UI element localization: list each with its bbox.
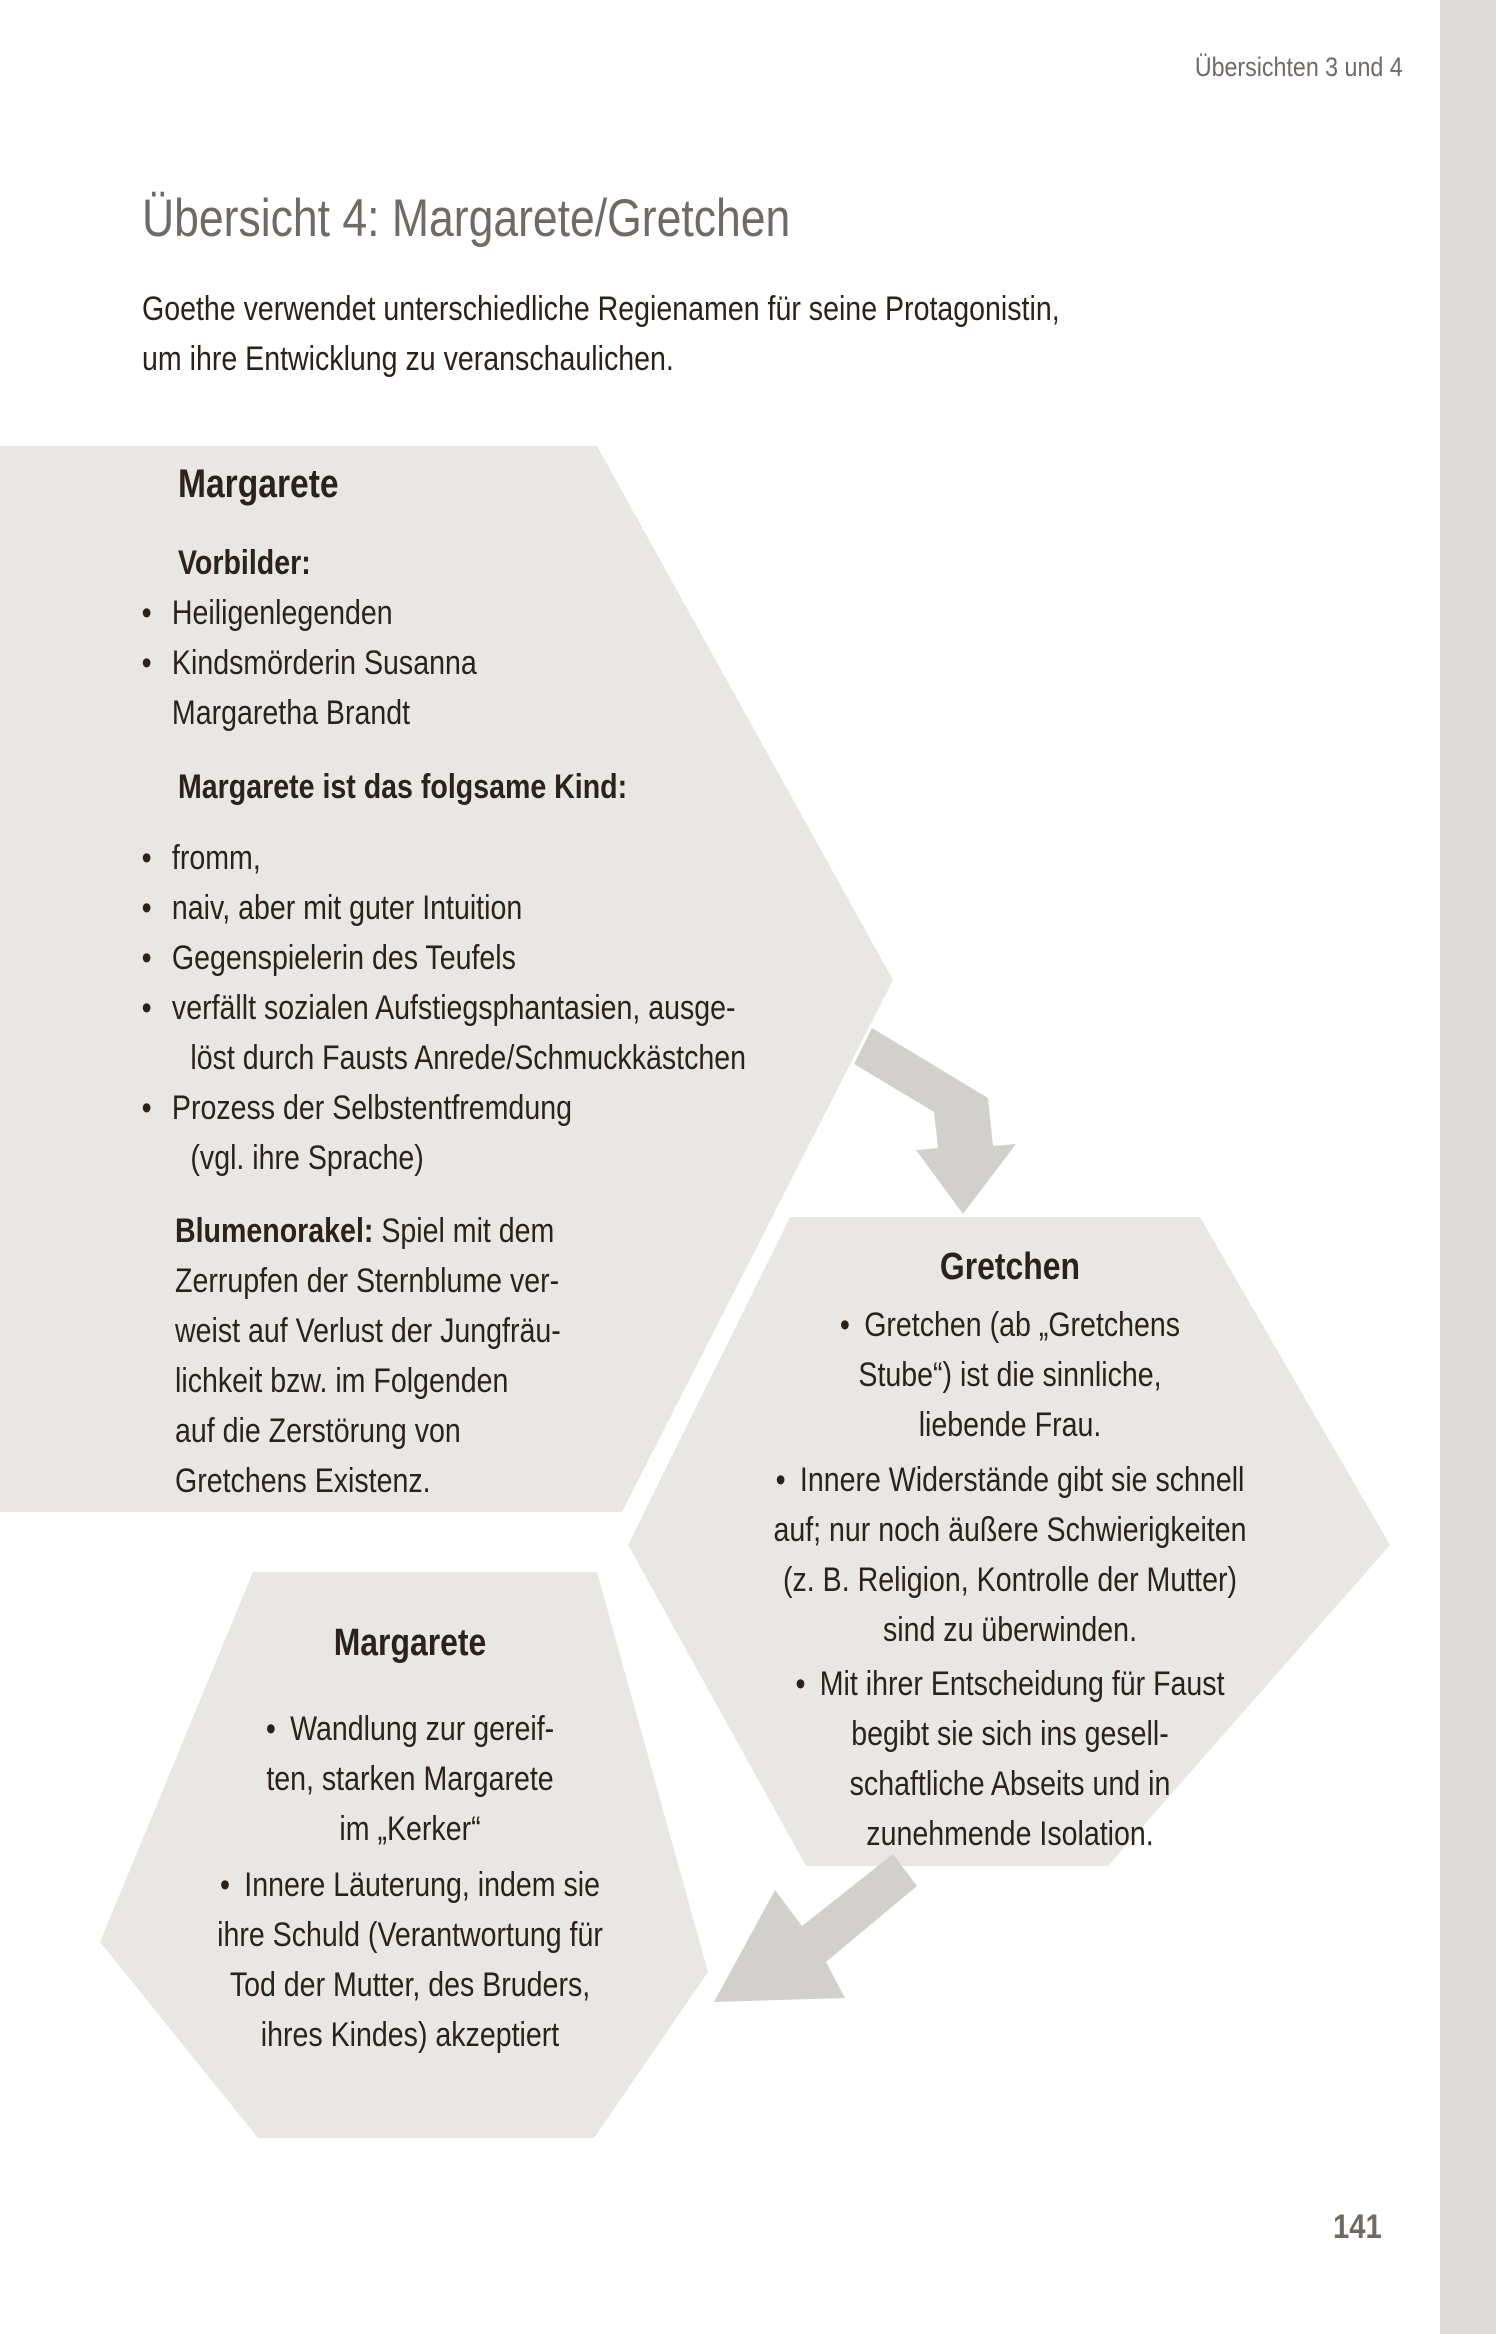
text-line: Tod der Mutter, des Bruders, — [229, 1966, 591, 2004]
text-line: zunehmende Isolation. — [866, 1815, 1154, 1853]
text-line: weist auf Verlust der Jungfräu- — [175, 1312, 561, 1350]
intro-line: Goethe verwendet unterschiedliche Regienamen für seine Protagonistin, — [142, 290, 1060, 328]
text-line: ten, starken Margarete — [266, 1760, 554, 1798]
text-line: (z. B. Religion, Kontrolle der Mutter) — [783, 1561, 1237, 1599]
text-line: • Mit ihrer Entscheidung für Faust — [750, 1659, 1271, 1709]
list-item-continuation: löst durch Fausts Anrede/Schmuckkästchen — [190, 1039, 747, 1077]
gretchen-bullet-3 — [750, 1659, 1271, 1859]
arrow-down-right-icon — [854, 1028, 1016, 1214]
folgsame-kind-list — [140, 833, 746, 1183]
text-line: • Innere Läuterung, indem sie — [166, 1860, 653, 1910]
text-line: ihres Kindes) akzeptiert — [260, 2016, 560, 2054]
page-number: 141 — [1333, 2208, 1382, 2246]
page-title: Übersicht 4: Margarete/Gretchen — [142, 189, 791, 248]
kerker-bullet-1 — [166, 1704, 653, 1854]
list-item: • Prozess der Selbstentfremdung — [140, 1083, 746, 1133]
text-line: auf; nur noch äußere Schwierigkeiten — [773, 1511, 1247, 1549]
margarete-heading: Margarete — [178, 462, 339, 506]
gretchen-heading: Gretchen — [939, 1246, 1081, 1288]
list-item: • Gegenspielerin des Teufels — [140, 933, 746, 983]
kerker-bullet-2 — [166, 1860, 653, 2060]
list-item-continuation: (vgl. ihre Sprache) — [190, 1139, 424, 1177]
list-item: • Kindsmörderin Susanna — [140, 638, 477, 688]
list-item: • naiv, aber mit guter Intuition — [140, 883, 746, 933]
gretchen-bullet-1 — [750, 1300, 1271, 1450]
text-line: im „Kerker“ — [339, 1810, 481, 1848]
text-line: sind zu überwinden. — [882, 1611, 1138, 1649]
text-line: liebende Frau. — [918, 1406, 1102, 1444]
page-edge-stripe — [1440, 0, 1496, 2334]
vorbilder-list — [140, 588, 477, 738]
text-line: Stube“) ist die sinnliche, — [858, 1356, 1162, 1394]
gretchen-box — [750, 1240, 1271, 1859]
arrow-down-left-icon — [714, 1854, 917, 2002]
text-line — [175, 1206, 561, 1256]
list-item-continuation: Margaretha Brandt — [171, 694, 411, 732]
folgsame-kind-subheading: Margarete ist das folgsame Kind: — [178, 768, 628, 806]
text-line: • Innere Widerstände gibt sie schnell — [750, 1455, 1271, 1505]
list-item: • fromm, — [140, 833, 746, 883]
blumenorakel-lead: Blumenorakel: — [175, 1212, 374, 1250]
text-line: Spiel mit dem — [373, 1212, 555, 1250]
text-line: lichkeit bzw. im Folgenden — [175, 1362, 509, 1400]
text-line: • Wandlung zur gereif- — [166, 1704, 653, 1754]
intro-line: um ihre Entwicklung zu veranschaulichen. — [142, 340, 674, 378]
margarete-kerker-heading: Margarete — [333, 1622, 487, 1664]
running-header: Übersichten 3 und 4 — [1195, 52, 1403, 82]
text-line: • Gretchen (ab „Gretchens — [750, 1300, 1271, 1350]
text-line: Zerrupfen der Sternblume ver- — [175, 1262, 560, 1300]
margarete-kerker-box — [166, 1616, 653, 2060]
intro-paragraph — [142, 284, 1060, 384]
vorbilder-subheading: Vorbilder: — [178, 544, 311, 582]
text-line: schaftliche Abseits und in — [849, 1765, 1171, 1803]
text-line: Gretchens Existenz. — [175, 1462, 431, 1500]
list-item: • verfällt sozialen Aufstiegsphantasien, ausge- — [140, 983, 746, 1033]
text-line: begibt sie sich ins gesell- — [851, 1715, 1169, 1753]
list-item: • Heiligenlegenden — [140, 588, 477, 638]
blumenorakel-paragraph — [175, 1206, 561, 1506]
text-line: auf die Zerstörung von — [175, 1412, 461, 1450]
gretchen-bullet-2 — [750, 1455, 1271, 1655]
text-line: ihre Schuld (Verantwortung für — [217, 1916, 603, 1954]
